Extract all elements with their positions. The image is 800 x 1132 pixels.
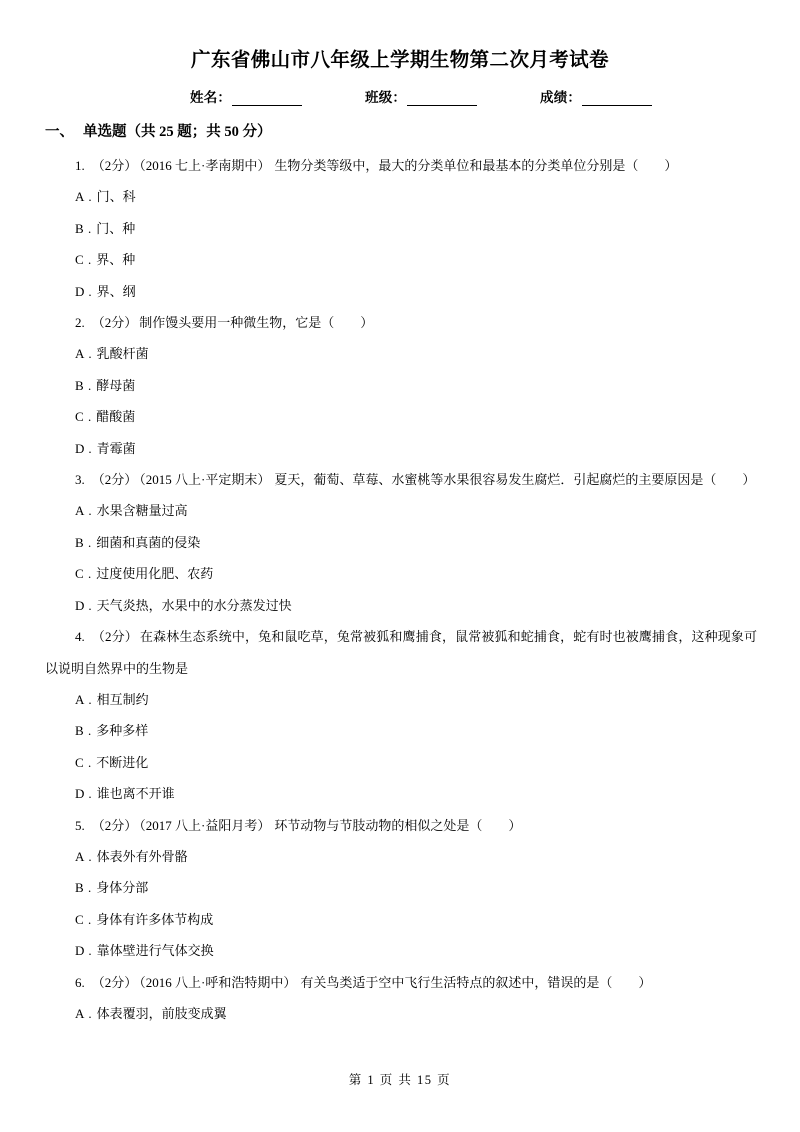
option-text: 靠体壁进行气体交换: [96, 943, 214, 959]
question-block: [45, 967, 757, 1030]
question-option[interactable]: [45, 338, 757, 369]
question-option[interactable]: [45, 558, 757, 589]
option-text: 过度使用化肥、农药: [96, 566, 214, 582]
question-number: 6.: [75, 974, 85, 990]
option-letter: D: [75, 597, 85, 613]
question-option[interactable]: [45, 213, 757, 244]
question-source: （2015 八上·平定期末）: [139, 472, 271, 488]
question-option[interactable]: [45, 401, 757, 432]
option-letter: C: [75, 754, 84, 770]
question-number: 2.: [75, 315, 85, 331]
option-letter: B: [75, 534, 84, 550]
option-text: 体表覆羽，前肢变成翼: [96, 1005, 227, 1021]
option-text: 不断进化: [96, 754, 149, 770]
option-text: 门、科: [96, 189, 136, 205]
option-letter: A: [75, 189, 85, 205]
question-stem: [45, 810, 757, 841]
option-text: 谁也离不开谁: [96, 786, 175, 802]
option-letter: A: [75, 848, 85, 864]
question-text: 夏天，葡萄、草莓、水蜜桃等水果很容易发生腐烂．引起腐烂的主要原因是（ ）: [274, 472, 756, 488]
question-marks: （2分）: [91, 629, 138, 645]
question-marks: （2分）: [91, 315, 138, 331]
question-option[interactable]: [45, 778, 757, 809]
question-text: 在森林生态系统中，兔和鼠吃草，兔常被狐和鹰捕食，鼠常被狐和蛇捕食，蛇有时也被鹰捕食，这种现象可以说明自然界中的生物是: [45, 629, 757, 676]
student-name-label: 姓名：: [190, 90, 232, 105]
question-number: 4.: [75, 629, 85, 645]
question-option[interactable]: [45, 904, 757, 935]
student-score-field[interactable]: [540, 86, 652, 106]
question-block: [45, 810, 757, 967]
option-separator: .: [88, 754, 92, 770]
option-separator: .: [88, 597, 92, 613]
question-option[interactable]: [45, 433, 757, 464]
option-letter: B: [75, 377, 84, 393]
page-title: 广东省佛山市八年级上学期生物第二次月考试卷: [191, 50, 609, 71]
question-option[interactable]: [45, 998, 757, 1029]
option-letter: B: [75, 220, 84, 236]
option-letter: A: [75, 346, 85, 362]
option-text: 界、纲: [96, 283, 136, 299]
option-letter: C: [75, 911, 84, 927]
student-score-blank[interactable]: [582, 93, 652, 106]
option-separator: .: [88, 723, 92, 739]
question-marks: （2分）: [91, 472, 138, 488]
option-separator: .: [88, 880, 92, 896]
option-separator: .: [88, 220, 92, 236]
identity-fields-row: [45, 86, 755, 108]
option-separator: .: [88, 377, 92, 393]
option-letter: D: [75, 440, 85, 456]
option-separator: .: [88, 440, 92, 456]
question-block: [45, 464, 757, 621]
question-number: 5.: [75, 817, 85, 833]
option-text: 相互制约: [96, 691, 149, 707]
option-letter: C: [75, 566, 84, 582]
option-letter: D: [75, 283, 85, 299]
question-number: 1.: [75, 158, 85, 173]
student-name-field[interactable]: [190, 86, 302, 106]
option-separator: .: [88, 1005, 92, 1021]
page-footer: 第 1 页 共 15 页: [348, 1073, 452, 1087]
question-option[interactable]: [45, 841, 757, 872]
student-score-label: 成绩：: [540, 90, 582, 105]
option-letter: A: [75, 503, 85, 519]
question-option[interactable]: [45, 276, 757, 307]
question-stem: [45, 621, 757, 684]
question-option[interactable]: [45, 590, 757, 621]
student-class-blank[interactable]: [407, 93, 477, 106]
option-separator: .: [88, 911, 92, 927]
question-text: 制作馒头要用一种微生物，它是（ ）: [139, 315, 374, 331]
option-text: 身体分部: [96, 880, 149, 896]
question-option[interactable]: [45, 181, 757, 212]
question-stem: [45, 150, 757, 181]
option-separator: .: [88, 534, 92, 550]
question-option[interactable]: [45, 872, 757, 903]
question-option[interactable]: [45, 244, 757, 275]
option-separator: .: [88, 848, 92, 864]
option-separator: .: [88, 503, 92, 519]
question-option[interactable]: [45, 747, 757, 778]
option-separator: .: [88, 346, 92, 362]
question-marks: （2分）: [91, 158, 138, 173]
question-text: 有关鸟类适于空中飞行生活特点的叙述中，错误的是（ ）: [300, 974, 652, 990]
question-text: 环节动物与节肢动物的相似之处是（ ）: [274, 817, 522, 833]
option-separator: .: [88, 409, 92, 425]
option-letter: C: [75, 252, 84, 268]
option-text: 多种多样: [96, 723, 149, 739]
questions-container: [45, 150, 757, 1029]
question-stem: [45, 464, 757, 495]
option-text: 体表外有外骨骼: [96, 848, 188, 864]
option-separator: .: [88, 786, 92, 802]
option-separator: .: [88, 566, 92, 582]
option-letter: D: [75, 786, 85, 802]
option-text: 乳酸杆菌: [96, 346, 149, 362]
student-class-field[interactable]: [365, 86, 477, 106]
option-text: 细菌和真菌的侵染: [96, 534, 201, 550]
question-marks: （2分）: [91, 817, 138, 833]
option-text: 身体有许多体节构成: [96, 911, 214, 927]
question-stem: [45, 967, 757, 998]
question-option[interactable]: [45, 684, 757, 715]
question-marks: （2分）: [91, 974, 138, 990]
option-separator: .: [88, 189, 92, 205]
option-separator: .: [88, 283, 92, 299]
option-letter: D: [75, 943, 85, 959]
section-number: 一、: [45, 124, 74, 140]
question-source: （2016 七上·孝南期中）: [139, 158, 271, 173]
question-option[interactable]: [45, 935, 757, 966]
option-letter: A: [75, 1005, 85, 1021]
question-option[interactable]: [45, 370, 757, 401]
question-option[interactable]: [45, 495, 757, 526]
question-block: [45, 621, 757, 809]
question-number: 3.: [75, 472, 85, 488]
option-letter: B: [75, 880, 84, 896]
option-separator: .: [88, 252, 92, 268]
option-separator: .: [88, 943, 92, 959]
question-stem: [45, 307, 757, 338]
option-text: 天气炎热，水果中的水分蒸发过快: [96, 597, 292, 613]
student-name-blank[interactable]: [232, 93, 302, 106]
question-option[interactable]: [45, 715, 757, 746]
option-text: 界、种: [96, 252, 136, 268]
option-text: 青霉菌: [96, 440, 136, 456]
option-separator: .: [88, 691, 92, 707]
student-class-label: 班级：: [365, 90, 407, 105]
option-text: 门、种: [96, 220, 136, 236]
question-text: 生物分类等级中，最大的分类单位和最基本的分类单位分别是（ ）: [274, 158, 678, 173]
section-title: 单选题（共 25 题；共 50 分）: [83, 124, 272, 140]
option-text: 酵母菌: [96, 377, 136, 393]
question-option[interactable]: [45, 527, 757, 558]
option-text: 水果含糖量过高: [96, 503, 188, 519]
section-heading: [45, 120, 272, 141]
question-block: [45, 307, 757, 464]
question-source: （2017 八上·益阳月考）: [139, 817, 271, 833]
option-letter: B: [75, 723, 84, 739]
option-text: 醋酸菌: [96, 409, 136, 425]
option-letter: C: [75, 409, 84, 425]
question-source: （2016 八上·呼和浩特期中）: [139, 974, 297, 990]
option-letter: A: [75, 691, 85, 707]
question-block: [45, 150, 757, 307]
